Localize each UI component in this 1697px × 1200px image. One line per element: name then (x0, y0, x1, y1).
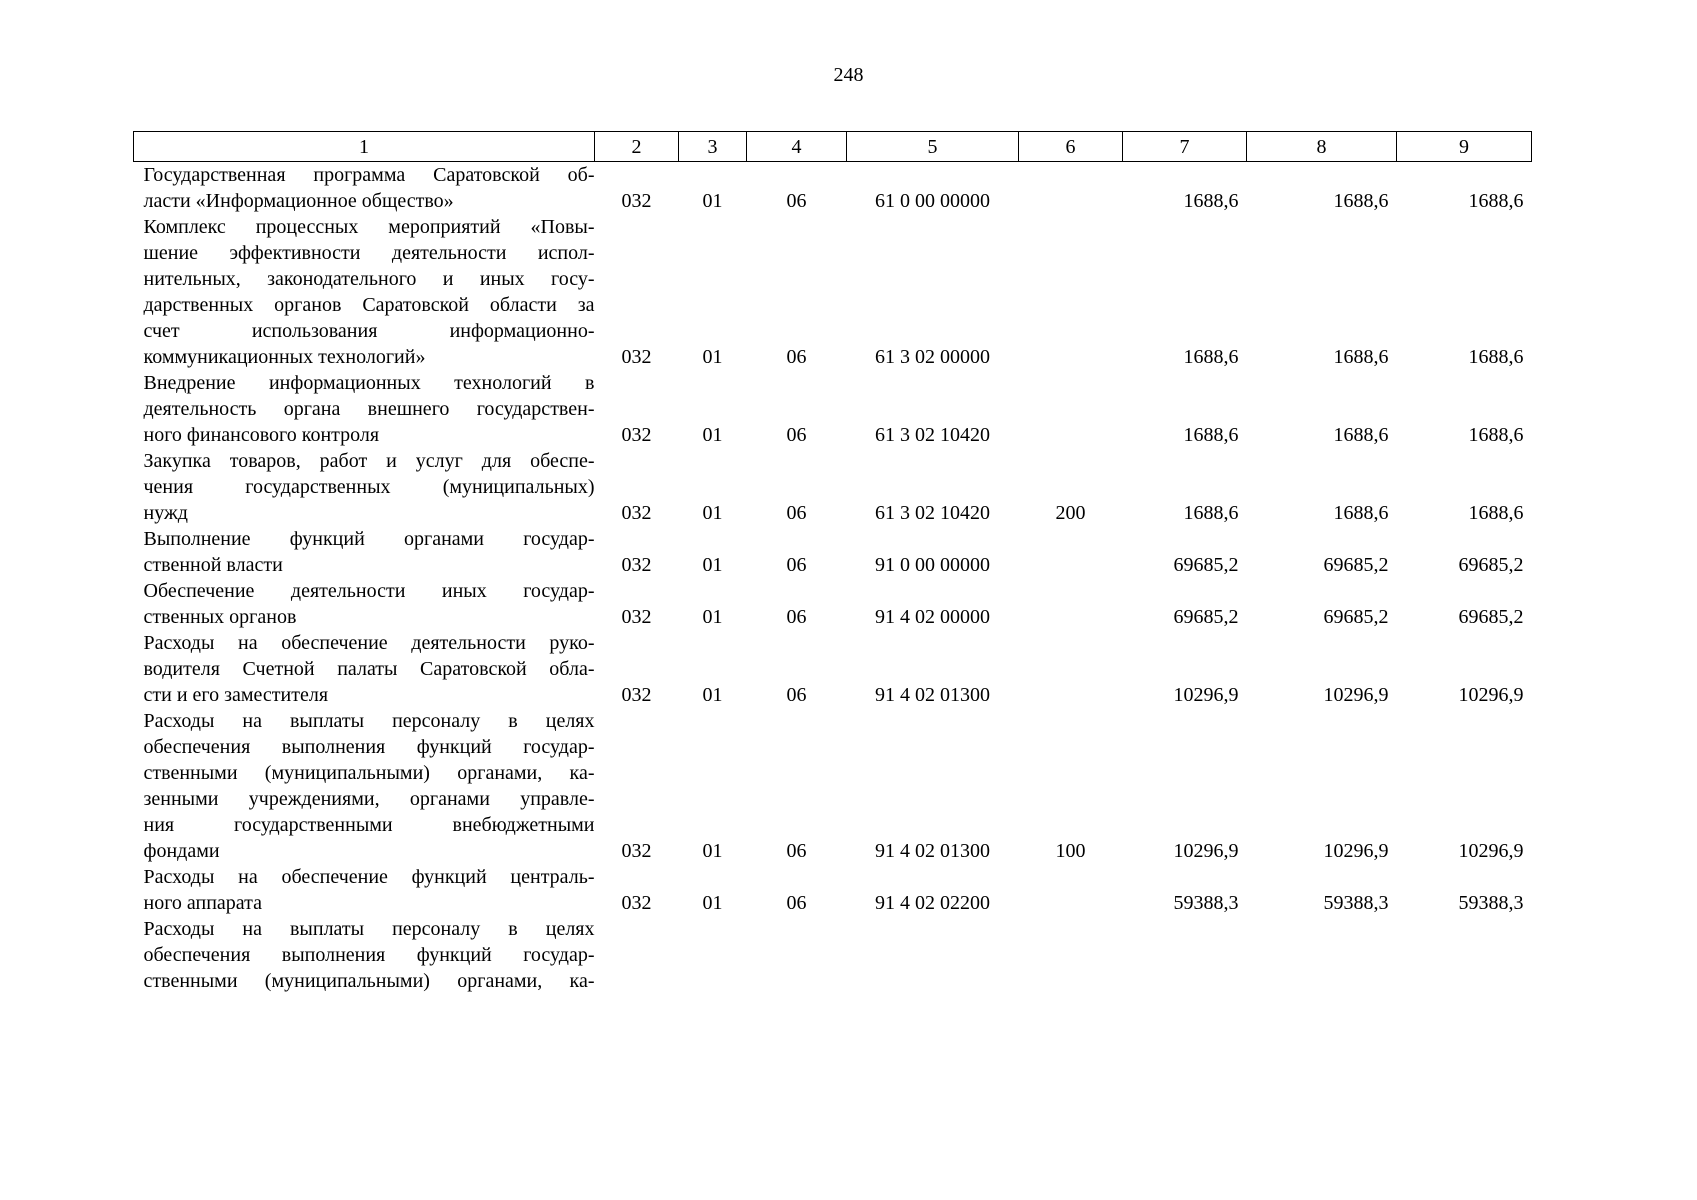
cell-expense-type (1019, 214, 1123, 370)
cell-target-article: 61 3 02 00000 (875, 346, 990, 368)
cell-amount-year3: 10296,9 (1458, 840, 1524, 862)
column-header-3: 3 (679, 132, 747, 162)
column-header-6: 6 (1019, 132, 1123, 162)
description-line: Комплекс процессных мероприятий «Повы- (143, 216, 595, 238)
row-description (134, 214, 595, 370)
description-line: Выполнение функций органами государ- (143, 528, 595, 550)
cell-amount-year1: 69685,2 (1173, 554, 1239, 576)
cell-amount-year1 (1123, 916, 1247, 994)
description-line: чения государственных (муниципальных) (143, 476, 595, 498)
row-description (134, 448, 595, 526)
cell-grbs-code: 032 (621, 424, 652, 446)
cell-grbs-code: 032 (621, 606, 652, 628)
cell-target-article: 91 4 02 01300 (875, 840, 990, 862)
description-line: ного аппарата (143, 892, 263, 914)
cell-amount-year2: 69685,2 (1323, 554, 1389, 576)
row-description (134, 630, 595, 708)
cell-amount-year2: 1688,6 (1333, 424, 1389, 446)
cell-grbs-code: 032 (621, 840, 652, 862)
cell-amount-year1: 10296,9 (1173, 684, 1239, 706)
cell-subsection-code: 06 (786, 606, 807, 628)
table-row (134, 214, 1532, 370)
cell-target-article (847, 916, 1019, 994)
cell-expense-type (1019, 526, 1123, 578)
cell-grbs-code: 032 (621, 892, 652, 914)
description-line: ственными (муниципальными) органами, ка- (143, 762, 595, 784)
cell-subsection-code: 06 (786, 892, 807, 914)
cell-expense-type (1019, 578, 1123, 630)
cell-amount-year1: 1688,6 (1183, 190, 1239, 212)
description-line: обеспечения выполнения функций государ- (143, 944, 595, 966)
cell-grbs-code: 032 (621, 190, 652, 212)
cell-subsection-code: 06 (786, 840, 807, 862)
cell-target-article: 91 4 02 02200 (875, 892, 990, 914)
description-line: Закупка товаров, работ и услуг для обеспе- (143, 450, 595, 472)
cell-section-code: 01 (702, 190, 723, 212)
cell-subsection-code: 06 (786, 502, 807, 524)
column-header-8: 8 (1247, 132, 1397, 162)
cell-grbs-code: 032 (621, 502, 652, 524)
cell-expense-type (1019, 162, 1123, 215)
table-row (134, 448, 1532, 526)
cell-expense-type (1019, 630, 1123, 708)
cell-amount-year1: 59388,3 (1173, 892, 1239, 914)
cell-section-code: 01 (702, 606, 723, 628)
table-header-row (134, 132, 1532, 162)
cell-target-article: 61 3 02 10420 (875, 424, 990, 446)
cell-amount-year3: 10296,9 (1458, 684, 1524, 706)
row-description (134, 916, 595, 994)
row-description (134, 526, 595, 578)
cell-amount-year2: 1688,6 (1333, 346, 1389, 368)
cell-section-code (679, 916, 747, 994)
cell-amount-year2: 10296,9 (1323, 684, 1389, 706)
cell-amount-year1: 1688,6 (1183, 424, 1239, 446)
cell-amount-year3: 59388,3 (1458, 892, 1524, 914)
cell-amount-year2: 1688,6 (1333, 190, 1389, 212)
row-description (134, 578, 595, 630)
column-header-5: 5 (847, 132, 1019, 162)
description-line: ственной власти (143, 554, 283, 576)
table-row (134, 162, 1532, 215)
column-header-1: 1 (134, 132, 595, 162)
cell-target-article: 91 4 02 01300 (875, 684, 990, 706)
description-line: счет использования информационно- (143, 320, 595, 342)
description-line: ственных органов (143, 606, 297, 628)
cell-target-article: 61 3 02 10420 (875, 502, 990, 524)
cell-subsection-code: 06 (786, 684, 807, 706)
budget-table (133, 131, 1697, 994)
description-line: зенными учреждениями, органами управле- (143, 788, 595, 810)
cell-amount-year3: 69685,2 (1458, 606, 1524, 628)
column-header-4: 4 (747, 132, 847, 162)
cell-grbs-code: 032 (621, 554, 652, 576)
cell-grbs-code: 032 (621, 684, 652, 706)
cell-target-article: 61 0 00 00000 (875, 190, 990, 212)
description-line: Обеспечение деятельности иных государ- (143, 580, 595, 602)
table-row (134, 578, 1532, 630)
description-line: водителя Счетной палаты Саратовской обла- (143, 658, 595, 680)
table-row (134, 526, 1532, 578)
cell-section-code: 01 (702, 840, 723, 862)
description-line: фондами (143, 840, 220, 862)
cell-expense-type (1019, 916, 1123, 994)
cell-subsection-code: 06 (786, 424, 807, 446)
description-line: ственными (муниципальными) органами, ка- (143, 970, 595, 992)
cell-amount-year3 (1397, 916, 1532, 994)
description-line: ного финансового контроля (143, 424, 380, 446)
cell-expense-type (1019, 370, 1123, 448)
row-description (134, 370, 595, 448)
cell-expense-type: 200 (1055, 502, 1086, 524)
cell-amount-year1: 69685,2 (1173, 606, 1239, 628)
cell-expense-type (1019, 864, 1123, 916)
description-line: ласти «Информационное общество» (143, 190, 454, 212)
cell-subsection-code: 06 (786, 554, 807, 576)
description-line: Расходы на выплаты персоналу в целях (143, 918, 595, 940)
cell-amount-year1: 10296,9 (1173, 840, 1239, 862)
cell-grbs-code (595, 916, 679, 994)
cell-amount-year3: 69685,2 (1458, 554, 1524, 576)
cell-expense-type: 100 (1055, 840, 1086, 862)
table-row (134, 370, 1532, 448)
cell-amount-year3: 1688,6 (1468, 346, 1524, 368)
cell-amount-year3: 1688,6 (1468, 424, 1524, 446)
cell-target-article: 91 0 00 00000 (875, 554, 990, 576)
description-line: деятельность органа внешнего государствен- (143, 398, 595, 420)
cell-subsection-code (747, 916, 847, 994)
description-line: Расходы на обеспечение функций централь- (143, 866, 595, 888)
table-row (134, 708, 1532, 864)
cell-subsection-code: 06 (786, 190, 807, 212)
cell-amount-year3: 1688,6 (1468, 190, 1524, 212)
column-header-7: 7 (1123, 132, 1247, 162)
cell-amount-year3: 1688,6 (1468, 502, 1524, 524)
description-line: сти и его заместителя (143, 684, 329, 706)
cell-amount-year2: 69685,2 (1323, 606, 1389, 628)
cell-amount-year2: 1688,6 (1333, 502, 1389, 524)
description-line: обеспечения выполнения функций государ- (143, 736, 595, 758)
description-line: дарственных органов Саратовской области за (143, 294, 595, 316)
cell-section-code: 01 (702, 554, 723, 576)
description-line: шение эффективности деятельности испол- (143, 242, 595, 264)
cell-amount-year1: 1688,6 (1183, 346, 1239, 368)
cell-section-code: 01 (702, 892, 723, 914)
cell-amount-year2: 59388,3 (1323, 892, 1389, 914)
description-line: нительных, законодательного и иных госу- (143, 268, 595, 290)
cell-amount-year1: 1688,6 (1183, 502, 1239, 524)
description-line: Расходы на выплаты персоналу в целях (143, 710, 595, 732)
description-line: Расходы на обеспечение деятельности руко- (143, 632, 595, 654)
table-row (134, 630, 1532, 708)
cell-section-code: 01 (702, 346, 723, 368)
row-description (134, 864, 595, 916)
column-header-2: 2 (595, 132, 679, 162)
cell-amount-year2: 10296,9 (1323, 840, 1389, 862)
table-row (134, 916, 1532, 994)
description-line: Государственная программа Саратовской об- (143, 164, 595, 186)
cell-section-code: 01 (702, 502, 723, 524)
cell-section-code: 01 (702, 684, 723, 706)
description-line: Внедрение информационных технологий в (143, 372, 595, 394)
cell-grbs-code: 032 (621, 346, 652, 368)
page-number: 248 (833, 64, 864, 86)
cell-amount-year2 (1247, 916, 1397, 994)
table-row (134, 864, 1532, 916)
cell-section-code: 01 (702, 424, 723, 446)
budget-table-grid (133, 131, 1532, 994)
description-line: коммуникационных технологий» (143, 346, 426, 368)
cell-target-article: 91 4 02 00000 (875, 606, 990, 628)
row-description (134, 708, 595, 864)
cell-subsection-code: 06 (786, 346, 807, 368)
description-line: нужд (143, 502, 188, 524)
description-line: ния государственными внебюджетными (143, 814, 595, 836)
column-header-9: 9 (1397, 132, 1532, 162)
row-description (134, 162, 595, 215)
